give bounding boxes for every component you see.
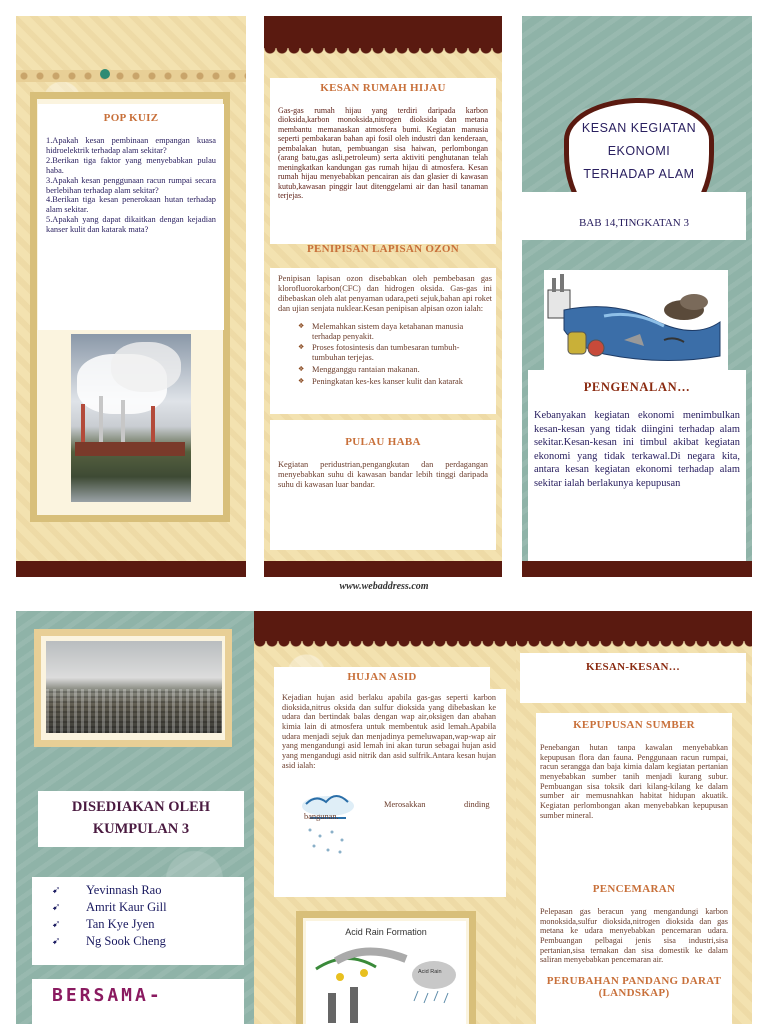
bottom-band: [16, 561, 246, 577]
panel-prepared-by: [16, 611, 254, 1024]
rumah-hijau-box: [270, 78, 496, 244]
perubahan-title: PERUBAHAN PANDANG DARAT (LANDSKAP): [546, 975, 722, 1000]
acid-rain-effect: [282, 784, 496, 868]
pengenalan-box: [528, 370, 746, 562]
motto-text: BERSAMA-: [52, 985, 163, 1006]
pulau-haba-text: Kegiatan peridustrian,pengangkutan dan perdagangan menyebabkan suhu di kawasan bandar lebih tinggi daripada suhu di kawasan luar bandar.: [278, 460, 488, 489]
panel-cover: [522, 16, 752, 577]
pencemaran-box: [536, 873, 732, 1024]
bottom-band: [264, 561, 502, 577]
kepupusan-text: Penebangan hutan tanpa kawalan menyebabkan kepupusan flora dan fauna. Penggunaan racun rumpai, racun serangga dan baja kimia dalam kegiatan pertanian menyebabkan sumber tanih menjadi kurang subur. Pembuangan sisa toksik dari kilang-kilang ke dalam sumber air memusnahkan habitat hidupan akuatik. Kegiatan perlombongan akan menyebabkan kepupusan sumber mineral.: [540, 743, 728, 820]
quiz-question: 2.Berikan tiga faktor yang menyebabkan pulau haba.: [46, 155, 216, 175]
effect-word: dinding: [464, 800, 490, 810]
list-item: ❖ Melemahkan sistem daya ketahanan manusia terhadap penyakit.: [298, 321, 464, 341]
brochure-outside: [16, 16, 752, 577]
kesan-title-box: [520, 653, 746, 703]
bottom-band: [522, 561, 752, 577]
kepupusan-box: [536, 713, 732, 873]
quiz-question: 5.Apakah yang dapat dikaitkan dengan kejadian kanser kulit dan katarak mata?: [46, 215, 216, 235]
rumah-hijau-title: KESAN RUMAH HIJAU: [320, 82, 446, 94]
pengenalan-text: Kebanyakan kegiatan ekonomi menimbulkan kesan-kesan yang tidak diingini terhadap alam sekitar.Kesan-kesan ini timbul akibat kegiatan ekonomi yang tidak terkawal.Di negara kita, antara kesan kegiatan ekonomi terhadap alam sekitar ialah berlakunya kepupusan: [534, 410, 740, 489]
prepared-by-box: [38, 791, 244, 847]
hujan-asid-title: HUJAN ASID: [347, 671, 417, 683]
hujan-asid-title-box: [274, 667, 490, 689]
list-item: ➹ Yevinnash Rao: [52, 883, 162, 897]
list-item: ➹ Tan Kye Jyen: [52, 917, 155, 931]
panel-pop-kuiz: [16, 16, 246, 577]
panel-kesan-kesan: [516, 611, 752, 1024]
diagram-title: Acid Rain Formation: [345, 927, 427, 937]
list-item: ➹ Ng Sook Cheng: [52, 934, 166, 948]
ozon-box: [270, 268, 496, 414]
pulau-haba-box: [270, 420, 496, 550]
cover-subtitle-box: [522, 192, 746, 240]
quiz-question: 3.Apakah kesan penggunaan racun rumpai secara berlebihan terhadap alam sekitar?: [46, 175, 216, 195]
quiz-title: POP KUIZ: [103, 112, 159, 124]
list-item: ➹ Amrit Kaur Gill: [52, 900, 167, 914]
scallop-border: [516, 641, 752, 651]
members-list: [52, 883, 244, 949]
lace-border: [16, 70, 246, 82]
members-box: [32, 877, 244, 965]
rumah-hijau-text: Gas-gas rumah hijau yang terdiri daripada karbon dioksida,karbon monoksida,nitrogen dioksida dan metana membantu memanaskan atmosfera bumi. Kegiatan manusia seperti pembakaran bahan api fosil oleh industri dan kenderaan, pembalakan hutan, pembuangan sisa haiwan, perlombongan (arang batu,gas asli,petroleum) serta aktiviti penghutanan telah meningkatkan kandungan gas rumah hijau di atmosfera. Kesan rumah hijau menyebabkan pencairan ais dan glasier di kawasan kutub,kawasan pinggir laut ditenggelami air dan hasil tanaman terjejas.: [278, 106, 488, 200]
pulau-haba-title: PULAU HABA: [345, 436, 421, 448]
ozon-effects-list: [278, 322, 492, 387]
brochure-inside: [16, 611, 752, 1024]
kepupusan-title: KEPUPUSAN SUMBER: [573, 719, 695, 731]
cover-title: KESAN KEGIATAN EKONOMI TERHADAP ALAM: [581, 121, 697, 181]
ozon-intro: Penipisan lapisan ozon disebabkan oleh pembebasan gas klorofluorokarbon(CFC) dan hidrogen oksida. Gas-gas ini dibebaskan oleh alat penyaman udara,peti sejuk,bahan api roket dan ujian senjata nuklear.Kesan penipisan alpisan ozon ialah:: [278, 274, 492, 313]
hujan-asid-text: Kejadian hujan asid berlaku apabila gas-gas seperti karbon dioksida,nitrus oksida dan sulfur dioksida yang dibebaskan ke udara dan bertindak balas dengan wap air,oksigen dan abahan kimia lain di atmosfera untuk membentuk asid lemah.Apabila udara menjadi sejuk dan menjadinya pemeluwapan,wap-wap air yang mengandungi asid lemah ini akan turun sebagai hujan asid yang mengandugi asid nitrik dan asid sulfrik.Antara kesan hujan asid ialah:: [282, 693, 496, 770]
web-address: www.webaddress.com: [339, 581, 429, 592]
scallop-border: [264, 48, 502, 58]
top-band: [254, 611, 516, 641]
landfill-photo: [46, 641, 222, 733]
list-item: ❖ Proses fotosintesis dan tumbesaran tumbuh-tumbuhan terjejas.: [298, 343, 460, 363]
pollution-illustration: [544, 270, 728, 370]
acid-rain-diagram: [306, 921, 466, 1024]
pencemaran-text: Pelepasan gas beracun yang mengandungi karbon monoksida,sulfur dioksida,nitrogen dioksida dan gas metana ke udara menyebabkan pencemaran udara. Pembuangan pelbagai jenis sisa industri,sisa pertanian,sisa ternakan dan sisa domestik ke dalam saliran menyebabkan pencemaran air.: [540, 907, 728, 965]
kesan-title: KESAN-KESAN…: [585, 661, 681, 673]
factory-smoke-photo: [71, 334, 191, 502]
pencemaran-title: PENCEMARAN: [592, 883, 676, 895]
top-band: [264, 16, 502, 48]
list-item: ❖ Peningkatan kes-kes kanser kulit dan katarak: [298, 377, 463, 387]
hujan-asid-box: [274, 689, 506, 897]
quiz-question: 4.Berikan tiga kesan penerokaan hutan terhadap alam sekitar.: [46, 195, 216, 215]
scallop-border: [254, 641, 516, 651]
effect-word: bangunan.: [304, 812, 339, 822]
gem-ornament: [100, 69, 110, 79]
top-band: [516, 611, 752, 641]
diagram-graphic: [306, 939, 466, 1024]
panel-hujan-asid: [254, 611, 516, 1024]
ozon-title: PENIPISAN LAPISAN OZON: [306, 243, 460, 255]
quiz-questions: [46, 136, 216, 235]
pollution-illustration-box: [544, 270, 728, 370]
pengenalan-title: PENGENALAN…: [583, 380, 691, 394]
panel-rumah-hijau: [264, 16, 502, 577]
quiz-box: [38, 104, 224, 330]
cover-subtitle: BAB 14,TINGKATAN 3: [578, 217, 690, 229]
motto-box: [32, 979, 244, 1024]
quiz-question: 1.Apakah kesan pembinaan empangan kuasa hidroelektrik terhadap alam sekitar?: [46, 136, 216, 155]
effect-word: Merosakkan: [384, 800, 426, 810]
list-item: ❖ Mengganggu rantaian makanan.: [298, 365, 420, 375]
diagram-label: Acid Rain: [418, 969, 442, 975]
prepared-by-title: DISEDIAKAN OLEH KUMPULAN 3: [71, 799, 211, 837]
